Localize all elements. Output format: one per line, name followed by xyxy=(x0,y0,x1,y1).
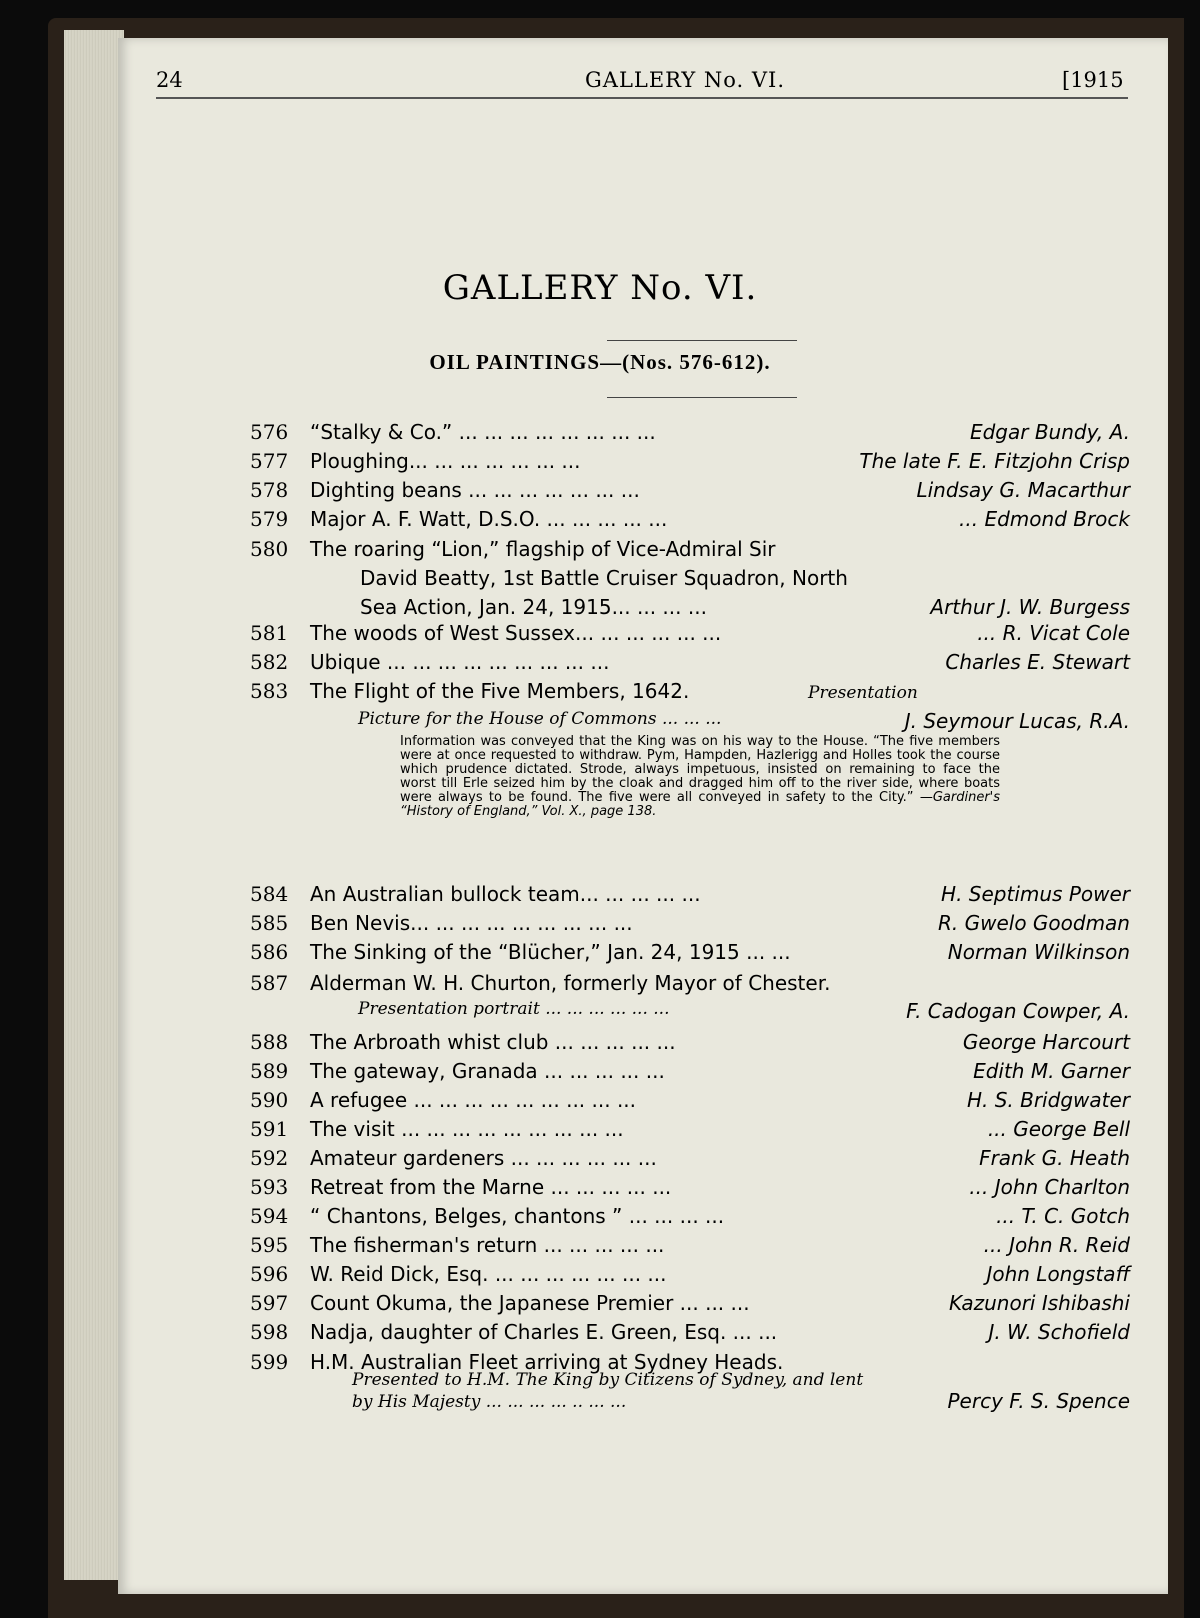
entry-row xyxy=(250,449,1130,479)
entry-number: 593 xyxy=(250,1175,289,1199)
entry-number: 585 xyxy=(250,911,289,935)
entry-artist: H. Septimus Power xyxy=(941,882,1130,906)
page-number: 24 xyxy=(156,68,183,92)
note-text: Information was conveyed that the King was on his way to the House. “The five members were at once requested to withdraw. Pym, Hampden, Hazlerigg and Holles took the course which prudence dictated. Strode, always impetuous, insisted on remaining to face the worst till Erle seized him by the cloak and dragged him off to the river side, where boats were always to be found. The five were all conveyed in safety to the City.” xyxy=(400,734,1000,805)
entry-row xyxy=(250,940,1130,970)
entry-artist: Frank G. Heath xyxy=(979,1146,1130,1170)
entry-artist: ... John Charlton xyxy=(969,1175,1130,1199)
entry-row xyxy=(250,1320,1130,1350)
entry-title: “ Chantons, Belges, chantons ” ... ... ... ... xyxy=(310,1204,725,1228)
entry-title: Ubique ... ... ... ... ... ... ... ... ... xyxy=(310,650,610,674)
header-year: [1915 xyxy=(1062,68,1124,92)
entry-title: Retreat from the Marne ... ... ... ... ... xyxy=(310,1175,672,1199)
entry-number: 587 xyxy=(250,971,289,995)
entry-number: 588 xyxy=(250,1030,289,1054)
entry-number: 589 xyxy=(250,1059,289,1083)
entry-title: Dighting beans ... ... ... ... ... ... ... xyxy=(310,478,640,502)
entry-title: Nadja, daughter of Charles E. Green, Esq. ... ... xyxy=(310,1320,778,1344)
section-title: GALLERY No. VI. xyxy=(442,268,758,308)
entry-583-presentation: Presentation xyxy=(808,683,918,703)
entry-number: 597 xyxy=(250,1291,289,1315)
entry-number: 598 xyxy=(250,1320,289,1344)
note-citation: —Gardiner's “History of England,” Vol. X., page 138. xyxy=(400,790,1001,819)
entry-row xyxy=(250,911,1130,941)
entry-number: 590 xyxy=(250,1088,289,1112)
entry-row xyxy=(250,1117,1130,1147)
entry-artist: George Harcourt xyxy=(962,1030,1130,1054)
entry-number: 594 xyxy=(250,1204,289,1228)
entry-title: The fisherman's return ... ... ... ... ... xyxy=(310,1233,665,1257)
subtitle-rule xyxy=(607,397,797,398)
entry-row xyxy=(250,1088,1130,1118)
entry-title: Amateur gardeners ... ... ... ... ... ... xyxy=(310,1146,657,1170)
entry-number: 576 xyxy=(250,420,289,444)
title-rule xyxy=(607,340,797,341)
entry-title: An Australian bullock team... ... ... ... ... xyxy=(310,882,701,906)
entry-number: 577 xyxy=(250,449,289,473)
entry-title: The Arbroath whist club ... ... ... ... ... xyxy=(310,1030,676,1054)
entry-title: “Stalky & Co.” ... ... ... ... ... ... ... ... xyxy=(310,420,656,444)
entry-number: 581 xyxy=(250,621,289,645)
entry-title: Alderman W. H. Churton, formerly Mayor of Chester. xyxy=(310,971,831,995)
entry-artist: Edith M. Garner xyxy=(973,1059,1130,1083)
entry-row xyxy=(250,650,1130,680)
entry-artist: Edgar Bundy, A. xyxy=(969,420,1130,444)
entry-artist: Kazunori Ishibashi xyxy=(948,1291,1130,1315)
entry-artist: R. Gwelo Goodman xyxy=(937,911,1130,935)
entry-number: 584 xyxy=(250,882,289,906)
entry-artist: ... R. Vicat Cole xyxy=(977,621,1130,645)
entry-number: 578 xyxy=(250,478,289,502)
entry-artist: John Longstaff xyxy=(986,1262,1130,1286)
entry-row xyxy=(250,507,1130,537)
entry-title: Ploughing... ... ... ... ... ... ... xyxy=(310,449,581,473)
entry-artist: H. S. Bridgwater xyxy=(966,1088,1130,1112)
entry-599-line3: by His Majesty ... ... ... ... .. ... ... xyxy=(352,1392,627,1412)
entry-row xyxy=(250,1204,1130,1234)
entry-title: The visit ... ... ... ... ... ... ... ... ... xyxy=(310,1117,624,1141)
entry-599-artist: Percy F. S. Spence xyxy=(947,1389,1130,1413)
entry-title: The woods of West Sussex... ... ... ... ... ... xyxy=(310,621,722,645)
entry-587-line2: Presentation portrait ... ... ... ... ... ... xyxy=(358,999,670,1019)
entry-599-line2: Presented to H.M. The King by Citizens of Sydney, and lent xyxy=(352,1370,864,1390)
entry-artist: ... John R. Reid xyxy=(983,1233,1130,1257)
entry-number: 591 xyxy=(250,1117,289,1141)
entry-583-artist: J. Seymour Lucas, R.A. xyxy=(904,709,1130,733)
entry-row xyxy=(250,420,1130,450)
entry-row xyxy=(250,1059,1130,1089)
entry-row xyxy=(250,621,1130,651)
page-edges xyxy=(64,30,124,1580)
entry-583-note xyxy=(400,735,1000,819)
entry-row xyxy=(250,1175,1130,1205)
entry-583-line2: Picture for the House of Commons ... ... ... xyxy=(358,709,722,729)
entry-title: The gateway, Granada ... ... ... ... ... xyxy=(310,1059,665,1083)
entry-artist: J. W. Schofield xyxy=(988,1320,1130,1344)
entry-title: The Sinking of the “Blücher,” Jan. 24, 1915 ... ... xyxy=(310,940,791,964)
entry-row xyxy=(250,1262,1130,1292)
header-rule xyxy=(156,97,1128,99)
entry-row xyxy=(250,478,1130,508)
entry-number: 595 xyxy=(250,1233,289,1257)
entry-number: 580 xyxy=(250,537,289,561)
entry-title: Major A. F. Watt, D.S.O. ... ... ... ... ... xyxy=(310,507,668,531)
entry-artist: The late F. E. Fitzjohn Crisp xyxy=(859,449,1130,473)
entry-artist: ... George Bell xyxy=(987,1117,1130,1141)
entry-artist: Charles E. Stewart xyxy=(945,650,1130,674)
entry-row xyxy=(250,1146,1130,1176)
entry-580-artist: Arthur J. W. Burgess xyxy=(930,595,1130,619)
section-subtitle: OIL PAINTINGS—(Nos. 576-612). xyxy=(429,350,771,374)
entry-row xyxy=(250,1030,1130,1060)
entry-587-artist: F. Cadogan Cowper, A. xyxy=(906,999,1130,1023)
entry-580-line3: Sea Action, Jan. 24, 1915... ... ... ... xyxy=(360,595,707,619)
entry-number: 586 xyxy=(250,940,289,964)
entry-artist: Lindsay G. Macarthur xyxy=(916,478,1130,502)
entry-number: 592 xyxy=(250,1146,289,1170)
entry-title: Count Okuma, the Japanese Premier ... ... ... xyxy=(310,1291,750,1315)
running-title: GALLERY No. VI. xyxy=(585,68,786,92)
entry-row xyxy=(250,1291,1130,1321)
entry-580-line2: David Beatty, 1st Battle Cruiser Squadron, North xyxy=(360,566,848,590)
entry-title: H.M. Australian Fleet arriving at Sydney Heads. xyxy=(310,1350,784,1374)
entry-number: 582 xyxy=(250,650,289,674)
entry-row xyxy=(250,679,1130,709)
entry-title: W. Reid Dick, Esq. ... ... ... ... ... ... ... xyxy=(310,1262,667,1286)
entry-title: The Flight of the Five Members, 1642. xyxy=(310,679,690,703)
entry-row xyxy=(250,537,1130,567)
entry-row xyxy=(250,1233,1130,1263)
entry-artist: ... Edmond Brock xyxy=(959,507,1130,531)
entry-number: 583 xyxy=(250,679,289,703)
entry-title: The roaring “Lion,” flagship of Vice-Admiral Sir xyxy=(310,537,776,561)
entry-artist: Norman Wilkinson xyxy=(947,940,1130,964)
entry-artist: ... T. C. Gotch xyxy=(996,1204,1130,1228)
entry-row xyxy=(250,971,1130,1001)
entry-number: 599 xyxy=(250,1350,289,1374)
entry-row xyxy=(250,882,1130,912)
entry-number: 579 xyxy=(250,507,289,531)
entry-title: Ben Nevis... ... ... ... ... ... ... ... ... xyxy=(310,911,633,935)
entry-number: 596 xyxy=(250,1262,289,1286)
entry-title: A refugee ... ... ... ... ... ... ... ... ... xyxy=(310,1088,637,1112)
